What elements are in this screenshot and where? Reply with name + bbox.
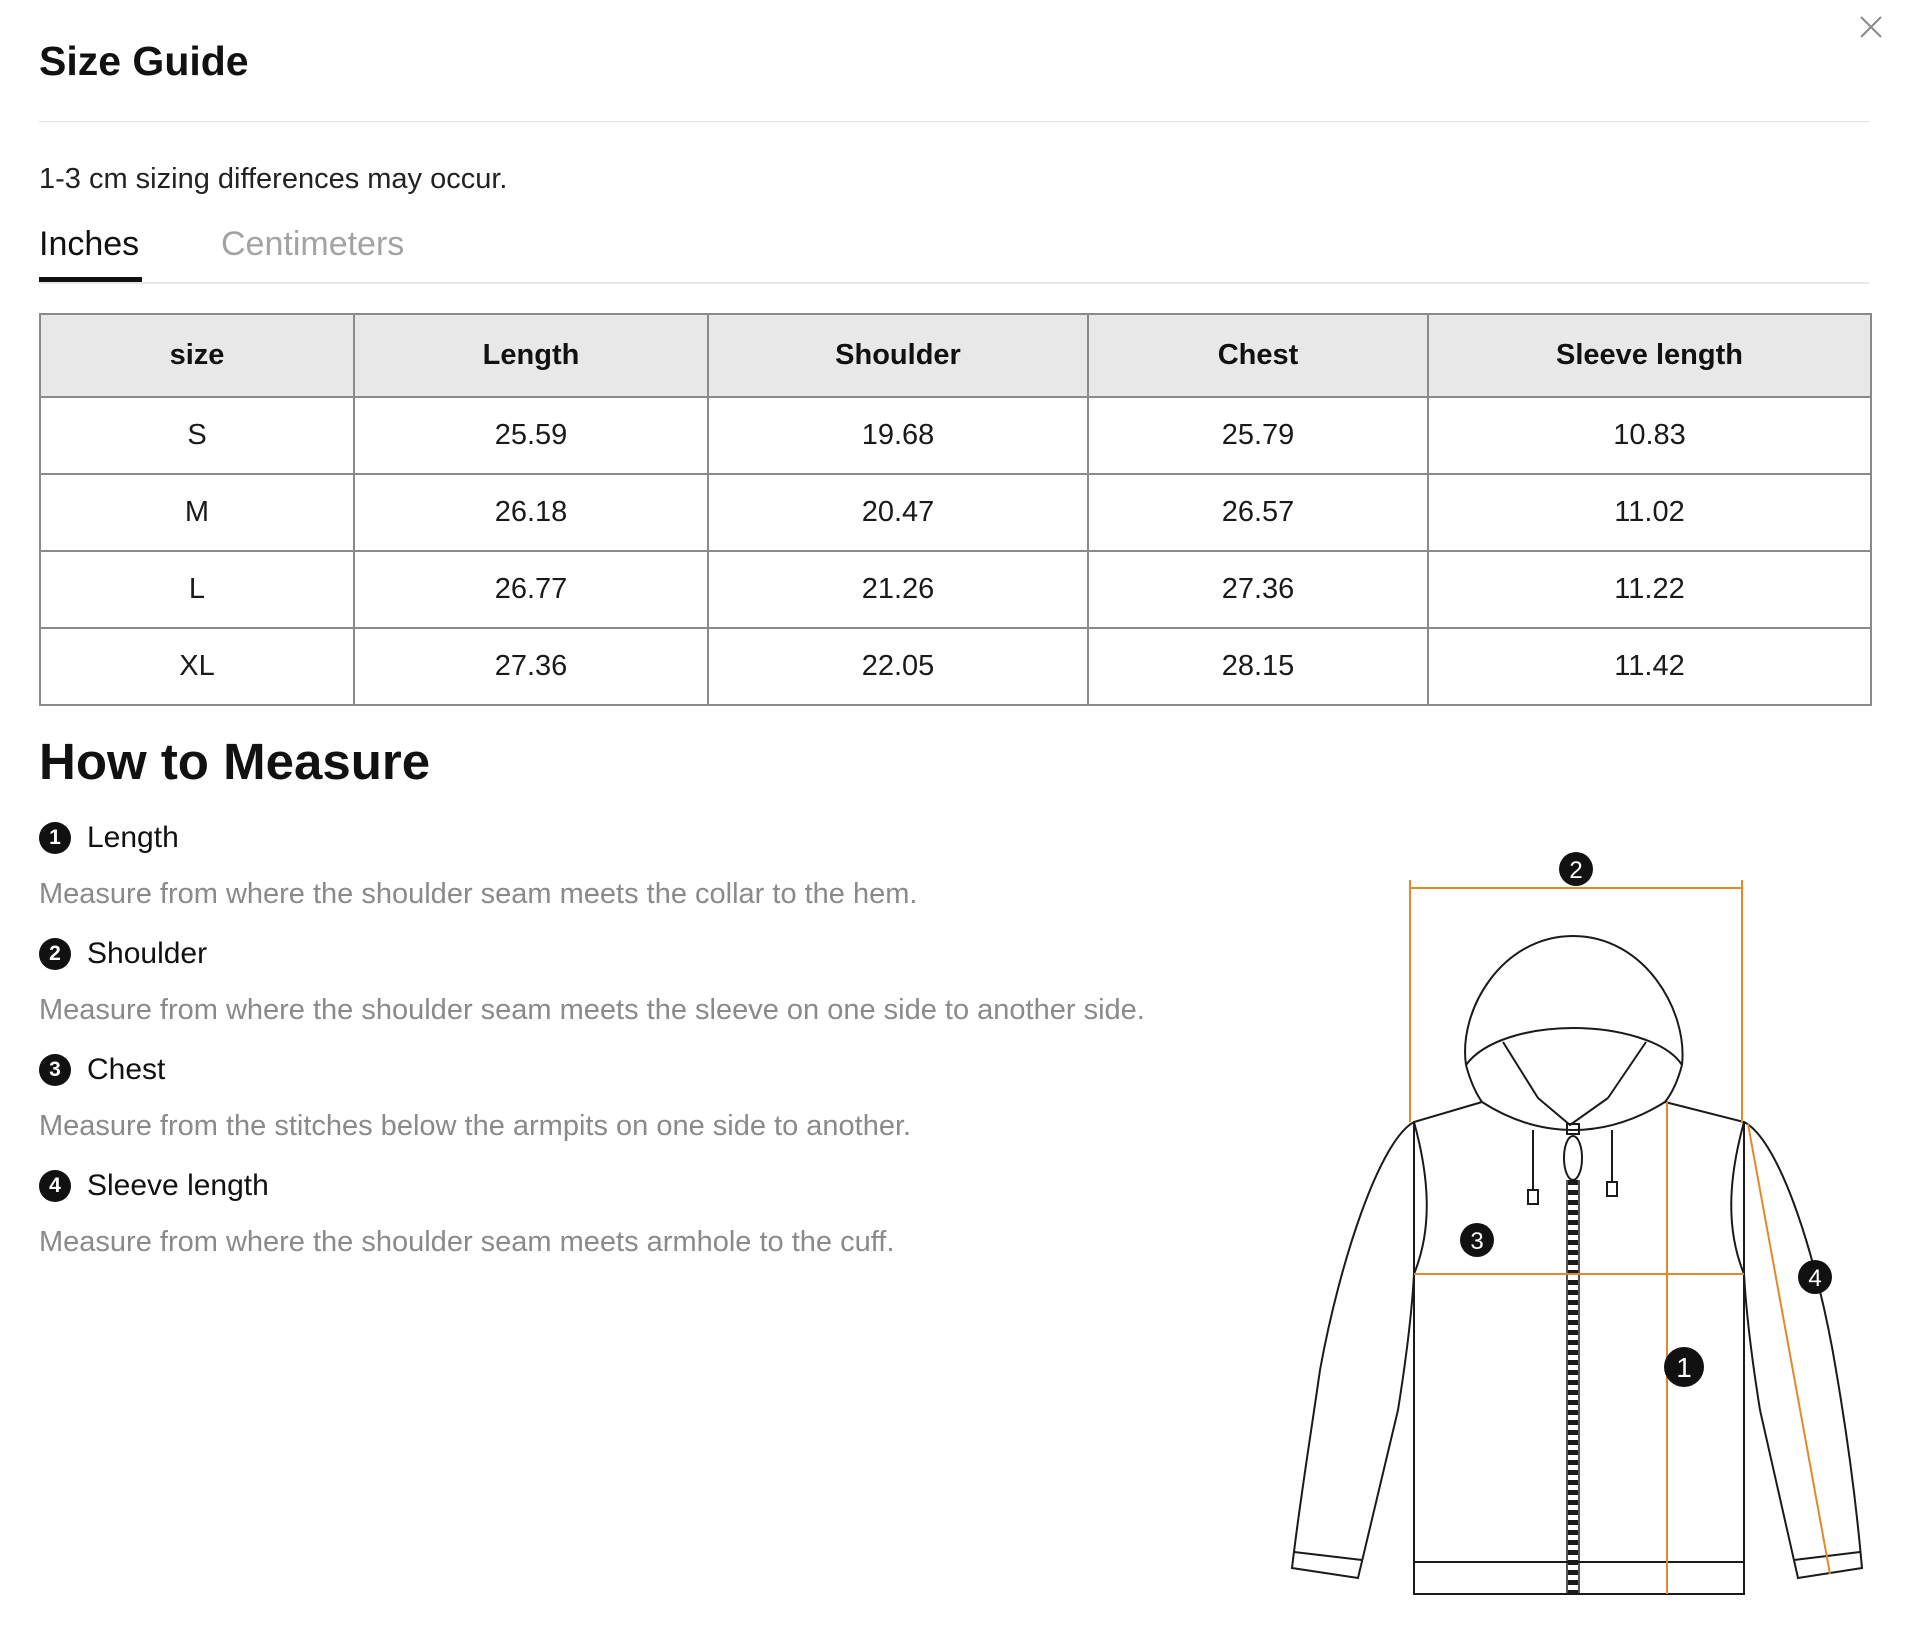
- step-name: Sleeve length: [87, 1169, 269, 1202]
- size-table: [39, 313, 1872, 706]
- table-cell: 28.15: [1088, 628, 1428, 705]
- table-cell: 25.59: [354, 397, 708, 474]
- table-row: [40, 474, 1871, 551]
- table-cell: 10.83: [1428, 397, 1871, 474]
- column-header: Length: [354, 314, 708, 397]
- step-name: Length: [87, 821, 179, 854]
- measure-step-length: [39, 818, 1239, 934]
- table-row: [40, 551, 1871, 628]
- step-name: Shoulder: [87, 937, 208, 970]
- table-cell: 21.26: [708, 551, 1088, 628]
- svg-text:3: 3: [1470, 1228, 1484, 1255]
- step-description: Measure from the stitches below the armpits on one side to another.: [39, 1110, 912, 1142]
- table-cell: 26.77: [354, 551, 708, 628]
- table-row: [40, 628, 1871, 705]
- measure-steps: [39, 818, 1239, 1282]
- hoodie-diagram-icon: [1270, 840, 1870, 1600]
- measure-step-shoulder: [39, 934, 1239, 1050]
- step-number-badge: 2: [39, 938, 71, 970]
- table-cell: 26.18: [354, 474, 708, 551]
- active-tab-indicator: [39, 277, 142, 282]
- page-title: Size Guide: [39, 38, 249, 84]
- marker-shoulder: [1559, 852, 1593, 886]
- table-row: [40, 397, 1871, 474]
- svg-text:1: 1: [1676, 1352, 1692, 1383]
- marker-length: [1664, 1347, 1704, 1387]
- marker-sleeve-length: [1798, 1260, 1832, 1294]
- step-number-badge: 1: [39, 822, 71, 854]
- table-cell: 19.68: [708, 397, 1088, 474]
- measure-step-sleeve-length: [39, 1166, 1239, 1282]
- step-number-badge: 4: [39, 1170, 71, 1202]
- measure-step-chest: [39, 1050, 1239, 1166]
- step-description: Measure from where the shoulder seam meets armhole to the cuff.: [39, 1226, 895, 1258]
- table-cell: 20.47: [708, 474, 1088, 551]
- step-description: Measure from where the shoulder seam meets the sleeve on one side to another side.: [39, 994, 1145, 1026]
- how-to-measure-title: How to Measure: [39, 733, 431, 790]
- table-cell: M: [40, 474, 354, 551]
- svg-text:4: 4: [1808, 1265, 1822, 1292]
- table-cell: 22.05: [708, 628, 1088, 705]
- column-header: Shoulder: [708, 314, 1088, 397]
- tab-inches[interactable]: Inches: [39, 225, 140, 263]
- header-divider: [39, 121, 1869, 122]
- step-name: Chest: [87, 1053, 166, 1086]
- close-icon: [1856, 12, 1886, 42]
- table-cell: S: [40, 397, 354, 474]
- table-cell: 27.36: [354, 628, 708, 705]
- table-cell: 11.42: [1428, 628, 1871, 705]
- column-header: Chest: [1088, 314, 1428, 397]
- tab-centimeters[interactable]: Centimeters: [221, 225, 405, 263]
- table-cell: 25.79: [1088, 397, 1428, 474]
- unit-tabs: [39, 222, 1869, 284]
- table-cell: 26.57: [1088, 474, 1428, 551]
- table-cell: XL: [40, 628, 354, 705]
- table-cell: 27.36: [1088, 551, 1428, 628]
- svg-text:2: 2: [1569, 857, 1583, 884]
- column-header: Sleeve length: [1428, 314, 1871, 397]
- table-header-row: [40, 314, 1871, 397]
- hoodie-diagram: [1270, 840, 1870, 1600]
- close-button[interactable]: [1856, 12, 1886, 42]
- step-description: Measure from where the shoulder seam meets the collar to the hem.: [39, 878, 918, 910]
- table-cell: 11.22: [1428, 551, 1871, 628]
- step-number-badge: 3: [39, 1054, 71, 1086]
- column-header: size: [40, 314, 354, 397]
- sizing-note: 1-3 cm sizing differences may occur.: [39, 163, 508, 195]
- table-cell: L: [40, 551, 354, 628]
- marker-chest: [1460, 1223, 1494, 1257]
- table-cell: 11.02: [1428, 474, 1871, 551]
